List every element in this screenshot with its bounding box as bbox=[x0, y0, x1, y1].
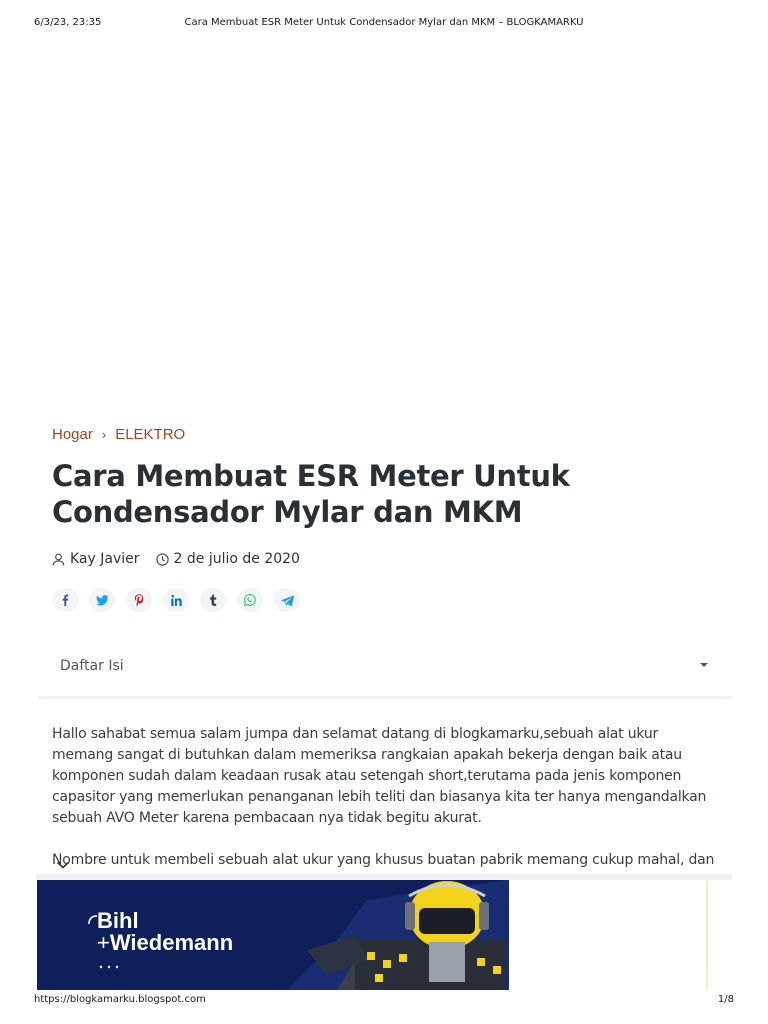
top-ad-space bbox=[36, 40, 732, 410]
toc-label: Daftar Isi bbox=[60, 658, 124, 674]
post-title: Cara Membuat ESR Meter Untuk Condensador Mylar dan MKM bbox=[52, 459, 570, 529]
article-body bbox=[52, 724, 716, 892]
pinterest-icon bbox=[134, 594, 144, 606]
author-meta bbox=[52, 551, 140, 567]
breadcrumb bbox=[52, 426, 185, 443]
author-link[interactable]: Kay Javier bbox=[70, 551, 140, 567]
post-meta bbox=[52, 551, 300, 567]
ad-collapse-button[interactable] bbox=[53, 858, 73, 872]
breadcrumb-category-link[interactable]: ELEKTRO bbox=[115, 426, 186, 443]
share-whatsapp-button[interactable] bbox=[237, 588, 263, 612]
facebook-icon bbox=[60, 594, 70, 606]
telegram-icon bbox=[281, 595, 294, 606]
date-meta bbox=[156, 551, 300, 567]
ad-brand-logo bbox=[97, 910, 233, 954]
share-linkedin-button[interactable] bbox=[163, 588, 189, 612]
share-facebook-button[interactable] bbox=[52, 588, 78, 612]
article-paragraph: Hallo sahabat semua salam jumpa dan selamat datang di blogkamarku,sebuah alat ukur memang sangat di butuhkan dalam memeriksa rangkaian apakah bekerja dengan baik atau komponen sudah dalam keadaan rusak atau setengah short,terutama pada jenis komponen capasitor yang memerlukan penanganan lebih teliti dan biasanya kita ter hanya mengandalkan sebuah AVO Meter karena pembacaan nya tidak begitu akurat. bbox=[52, 726, 707, 826]
share-telegram-button[interactable] bbox=[274, 588, 300, 612]
ad-brand-plus: + bbox=[97, 930, 110, 955]
ad-brand-line1: Bihl bbox=[97, 908, 139, 933]
post-date: 2 de julio de 2020 bbox=[173, 551, 300, 567]
clock-icon bbox=[156, 553, 169, 566]
print-header bbox=[0, 17, 768, 31]
breadcrumb-home-link[interactable]: Hogar bbox=[52, 426, 93, 443]
print-page-title: Cara Membuat ESR Meter Untuk Condensador Mylar dan MKM – BLOGKAMARKU bbox=[184, 17, 584, 28]
print-datetime: 6/3/23, 23:35 bbox=[34, 17, 102, 28]
share-tumblr-button[interactable] bbox=[200, 588, 226, 612]
chevron-down-icon bbox=[700, 663, 708, 667]
ad-banner[interactable] bbox=[37, 880, 509, 990]
side-ad-strip bbox=[706, 880, 708, 990]
ad-brand-line2: Wiedemann bbox=[109, 930, 234, 955]
print-url: https://blogkamarku.blogspot.com bbox=[34, 994, 206, 1005]
chevron-down-icon bbox=[56, 861, 70, 869]
share-twitter-button[interactable] bbox=[89, 588, 115, 612]
linkedin-icon bbox=[171, 595, 182, 606]
whatsapp-icon bbox=[244, 594, 256, 606]
twitter-icon bbox=[96, 595, 109, 606]
share-buttons bbox=[52, 588, 311, 612]
share-pinterest-button[interactable] bbox=[126, 588, 152, 612]
tumblr-icon bbox=[209, 594, 217, 606]
print-page-number: 1/8 bbox=[717, 994, 734, 1005]
user-icon bbox=[52, 553, 65, 566]
table-of-contents[interactable] bbox=[38, 646, 732, 699]
article-paragraph: Nombre untuk membeli sebuah alat ukur yang khusus buatan pabrik memang cukup mahal, dan bbox=[52, 852, 715, 868]
breadcrumb-separator: › bbox=[101, 427, 107, 442]
